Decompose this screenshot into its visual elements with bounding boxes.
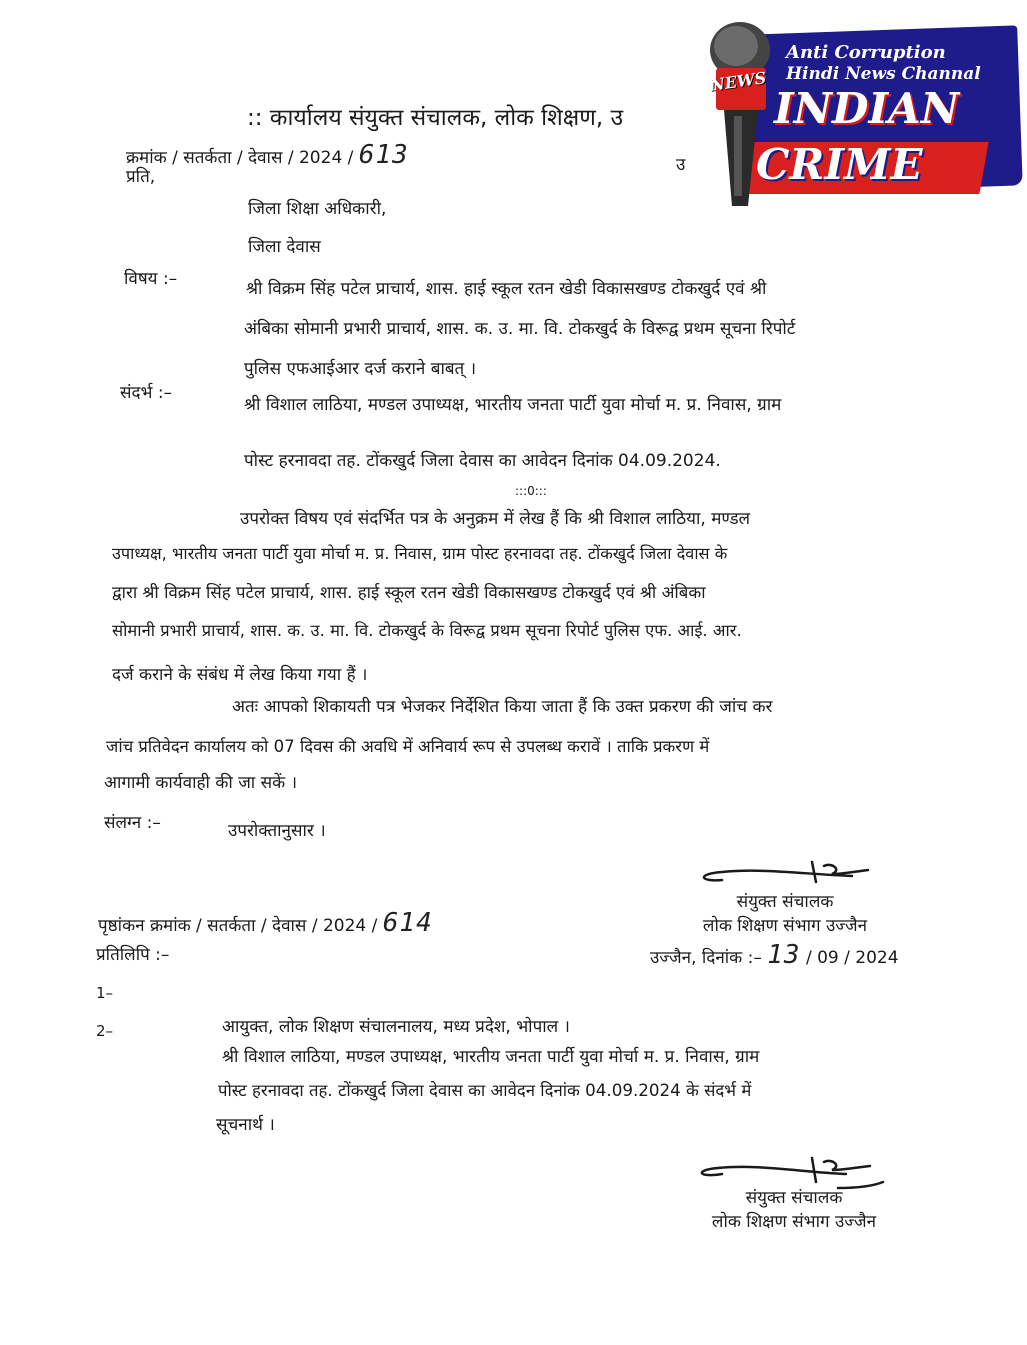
subject-line2: अंबिका सोमानी प्रभारी प्राचार्य, शास. क. उ. मा. वि. टोकखुर्द के विरूद्व प्रथम सूचना रिपोर्ट — [244, 319, 796, 339]
signature-scribble-1 — [692, 852, 882, 892]
copy1-number: 1– — [96, 984, 114, 1002]
reference-line1: श्री विशाल लाठिया, मण्डल उपाध्यक्ष, भारतीय जनता पार्टी युवा मोर्चा म. प्र. निवास, ग्राम — [244, 395, 782, 415]
body-para1-line3: द्वारा श्री विक्रम सिंह पटेल प्राचार्य, शास. हाई स्कूल रतन खेडी विकासखण्ड टोकखुर्द एवं श्री अंबिका — [112, 582, 706, 602]
reference-line2: पोस्ट हरनावदा तह. टोंकखुर्द जिला देवास का आवेदन दिनांक 04.09.2024. — [244, 451, 721, 471]
copy2-line3: सूचनार्थ । — [216, 1115, 275, 1135]
office-title: :: कार्यालय संयुक्त संचालक, लोक शिक्षण, उ — [247, 105, 624, 131]
body-para2-line2: जांच प्रतिवेदन कार्यालय को 07 दिवस की अवधि में अनिवार्य रूप से उपलब्ध करावें । ताकि प्रकरण में — [106, 737, 710, 756]
divider: :::0::: — [515, 484, 547, 498]
signature-block-1 — [690, 890, 880, 938]
copy2-line2: पोस्ट हरनावदा तह. टोंकखुर्द जिला देवास का आवेदन दिनांक 04.09.2024 के संदर्भ में — [218, 1080, 752, 1100]
header-date-partial: उ — [676, 155, 686, 175]
reference-number — [126, 140, 409, 170]
to-label: प्रति, — [126, 167, 156, 187]
copy2-line1: श्री विशाल लाठिया, मण्डल उपाध्यक्ष, भारतीय जनता पार्टी युवा मोर्चा म. प्र. निवास, ग्राम — [222, 1047, 760, 1067]
subject-line1: श्री विक्रम सिंह पटेल प्राचार्य, शास. हाई स्कूल रतन खेडी विकासखण्ड टोकखुर्द एवं श्री — [246, 279, 767, 299]
logo-tagline1: Anti Corruption — [786, 42, 946, 63]
addressee-line2: जिला देवास — [248, 237, 321, 257]
body-para1-line2: उपाध्यक्ष, भारतीय जनता पार्टी युवा मोर्चा म. प्र. निवास, ग्राम पोस्ट हरनावदा तह. टोंकखुर्द जिला देवास के — [112, 544, 728, 563]
copy1-line1: आयुक्त, लोक शिक्षण संचालनालय, मध्य प्रदेश, भोपाल । — [222, 1017, 571, 1037]
subject-label: विषय :– — [124, 269, 178, 289]
signature2-designation: संयुक्त संचालक — [745, 1188, 843, 1208]
signature-block-2 — [688, 1186, 900, 1234]
copy2-number: 2– — [96, 1022, 114, 1040]
reference-label: संदर्भ :– — [120, 383, 173, 403]
enclosure-label: संलग्न :– — [104, 813, 161, 833]
endorsement-reference — [98, 908, 433, 938]
addressee-line1: जिला शिक्षा अधिकारी, — [248, 199, 387, 219]
date-suffix: / 09 / 2024 — [805, 948, 899, 968]
logo-tagline2: Hindi News Channal — [786, 64, 981, 84]
subject-line3: पुलिस एफआईआर दर्ज कराने बाबत् । — [244, 359, 477, 379]
body-para1-line5: दर्ज कराने के संबंध में लेख किया गया हैं । — [112, 665, 368, 685]
logo-news-label: NEWS — [708, 68, 768, 95]
reference-number-printed: क्रमांक / सतर्कता / देवास / 2024 / — [126, 148, 354, 168]
endorsement-ref-printed: पृष्ठांकन क्रमांक / सतर्कता / देवास / 2024 / — [98, 916, 378, 936]
copy-label: प्रतिलिपि :– — [96, 945, 170, 965]
reference-number-handwritten: 613 — [358, 140, 409, 170]
enclosure-value: उपरोक्तानुसार । — [228, 821, 326, 841]
endorsement-date — [650, 940, 899, 970]
body-para1-line4: सोमानी प्रभारी प्राचार्य, शास. क. उ. मा. वि. टोकखुर्द के विरूद्व प्रथम सूचना रिपोर्ट पुलिस एफ. आई. आर. — [112, 621, 742, 640]
signature1-office: लोक शिक्षण संभाग उज्जैन — [702, 916, 868, 936]
body-para1-line1: उपरोक्त विषय एवं संदर्भित पत्र के अनुक्रम में लेख हैं कि श्री विशाल लाठिया, मण्डल — [240, 509, 751, 529]
indian-crime-logo — [700, 0, 1027, 215]
date-handwritten: 13 — [767, 940, 801, 970]
date-prefix: उज्जैन, दिनांक :– — [650, 948, 762, 968]
logo-brand-indian: INDIAN — [774, 84, 960, 133]
signature2-office: लोक शिक्षण संभाग उज्जैन — [711, 1212, 877, 1232]
body-para2-line3: आगामी कार्यवाही की जा सकें । — [104, 773, 298, 793]
logo-brand-crime: CRIME — [756, 140, 923, 189]
signature1-designation: संयुक्त संचालक — [736, 892, 834, 912]
body-para2-line1: अतः आपको शिकायती पत्र भेजकर निर्देशित किया जाता हैं कि उक्त प्रकरण की जांच कर — [232, 697, 773, 717]
endorsement-ref-handwritten: 614 — [382, 908, 433, 938]
microphone-icon — [700, 16, 790, 216]
